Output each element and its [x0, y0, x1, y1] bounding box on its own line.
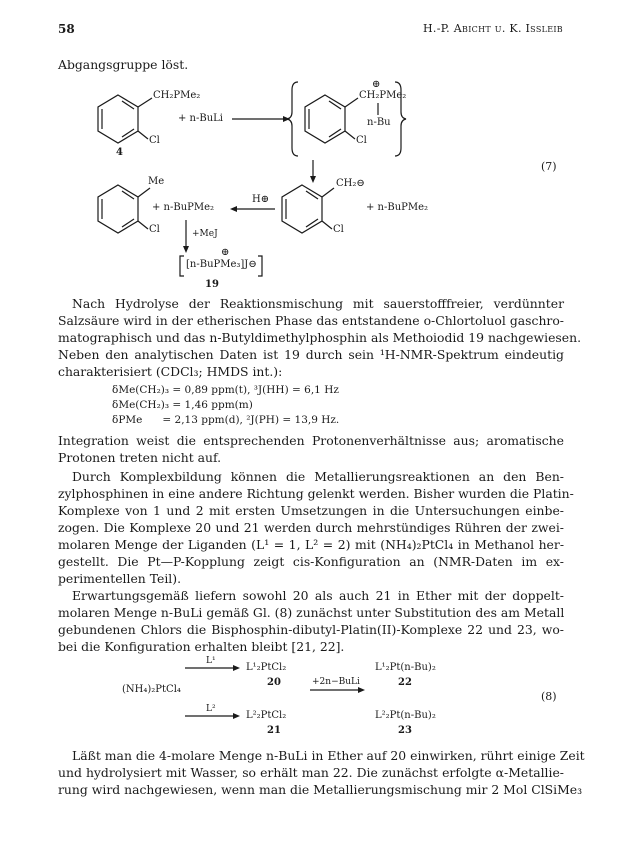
anion-substituent: CH₂⊖: [336, 178, 365, 189]
compound-label-19: 19: [205, 279, 219, 290]
product-substituent-nbu: n-Bu: [367, 117, 391, 128]
para4-line-4: bei die Konfiguration erhalten bleibt [21, 22].: [58, 639, 345, 654]
anion-substituent-cl: Cl: [333, 224, 344, 235]
scheme8-l2: L²: [206, 704, 216, 714]
r1-substituent-ch2pme2: CH₂PMe₂: [153, 90, 201, 101]
compound-label-21: 21: [267, 725, 281, 736]
equation-number-7: (7): [541, 160, 557, 173]
anion-reagent: + n-BuPMe₂: [366, 202, 429, 213]
nmr-line-1: δMe(CH₂)₃ = 0,89 ppm(t), ³J(HH) = 6,1 Hz: [112, 384, 339, 396]
complex-20: L¹₂PtCl₂: [246, 662, 287, 673]
complex-21: L²₂PtCl₂: [246, 710, 287, 721]
para1-line-4: Neben den analytischen Daten ist 19 durch sein ¹H-NMR-Spektrum eindeutig: [58, 347, 564, 362]
page-number: 58: [58, 22, 75, 36]
para4-line-1: Erwartungsgemäß liefern sowohl 20 als auch 21 in Ether mit der doppelt-: [72, 588, 564, 603]
salt-formula: [n-BuPMe₃]J⊖: [186, 259, 257, 270]
nmr-line-2: δMe(CH₂)₃ = 1,46 ppm(m): [112, 399, 253, 411]
product-substituent-cl: Cl: [356, 135, 367, 146]
complex-23: L²₂Pt(n-Bu)₂: [375, 710, 436, 721]
scheme8-start: (NH₄)₂PtCl₄: [122, 684, 181, 695]
para1-line-1: Nach Hydrolyse der Reaktionsmischung mit sauerstofffreier, verdünnter: [72, 296, 564, 311]
para1-line-5: charakterisiert (CDCl₃; HMDS int.):: [58, 364, 283, 379]
scheme8-reagent: +2n−BuLi: [312, 677, 360, 687]
acid-label: H⊕: [252, 194, 270, 205]
para4-line-2: molaren Menge n-BuLi gemäß Gl. (8) zunächst unter Substitution des am Metall: [58, 605, 565, 620]
benzene-ring-anion: [282, 185, 334, 233]
r2-substituent-me: Me: [148, 176, 165, 187]
para1-line-2: Salzsäure wird in der etherischen Phase das entstandene o-Chlortoluol gaschro-: [58, 313, 564, 328]
compound-label-23: 23: [398, 725, 412, 736]
complex-22: L¹₂Pt(n-Bu)₂: [375, 662, 436, 673]
intro-line: Abgangsgruppe löst.: [58, 57, 189, 72]
benzene-ring-4: [98, 95, 152, 143]
compound-label-20: 20: [267, 677, 281, 688]
salt-charge: ⊕: [221, 247, 230, 258]
r1-reagent: + n-BuLi: [178, 113, 224, 124]
benzene-ring-chlortoluol: [98, 185, 150, 233]
para3-line-6: gestellt. Die Pt—P-Kopplung zeigt cis-Konfiguration an (NMR-Daten im ex-: [58, 554, 564, 569]
mej-label: +MeJ: [192, 229, 218, 239]
para5-line-2: und hydrolysiert mit Wasser, so erhält man 22. Die zunächst erfolgte α-Metallie-: [58, 765, 564, 780]
r2-reagent: + n-BuPMe₂: [152, 202, 215, 213]
compound-label-4: 4: [116, 147, 123, 158]
para5-line-3: rung wird nachgewiesen, wenn man die Metallierungsmischung mir 2 Mol ClSiMe₃: [58, 782, 583, 797]
r1-substituent-cl: Cl: [149, 135, 160, 146]
running-title: H.-P. Abicht u. K. Issleib: [423, 22, 563, 35]
nmr-line-3: δPMe = 2,13 ppm(d), ²J(PH) = 13,9 Hz.: [112, 414, 340, 426]
para3-line-3: Komplexe von 1 und 2 mit ersten Umsetzungen in die Untersuchungen einbe-: [58, 503, 564, 518]
para3-line-2: zylphosphinen in eine andere Richtung gelenkt werden. Bisher wurden die Platin-: [58, 486, 574, 501]
para4-line-3: gebundenen Chlors die Bisphosphin-dibutyl-Platin(II)-Komplexe 22 und 23, wo-: [58, 622, 564, 637]
para1-line-3: matographisch und das n-Butyldimethylphosphin als Methoiodid 19 nachgewiesen.: [58, 330, 582, 345]
product-substituent-ch2pme2: CH₂PMe₂: [359, 90, 407, 101]
para3-line-1: Durch Komplexbildung können die Metallierungsreaktionen an den Ben-: [72, 469, 564, 484]
r2-substituent-cl: Cl: [149, 224, 160, 235]
para3-line-7: perimentellen Teil).: [58, 571, 182, 586]
para5-line-1: Läßt man die 4-molare Menge n-BuLi in Ether auf 20 einwirken, rührt einige Zeit: [72, 748, 585, 763]
para2-line-1: Integration weist die entsprechenden Protonenverhältnisse aus; aromatische: [58, 433, 564, 448]
product-charge: ⊕: [372, 79, 381, 90]
para3-line-4: zogen. Die Komplexe 20 und 21 werden durch mehrstündiges Rühren der zwei-: [58, 520, 564, 535]
para2-line-2: Protonen treten nicht auf.: [58, 450, 222, 465]
para3-line-5: molaren Menge der Liganden (L¹ = 1, L² = 2) mit (NH₄)₂PtCl₄ in Methanol her-: [58, 537, 564, 552]
equation-number-8: (8): [541, 690, 557, 703]
scheme8-l1: L¹: [206, 656, 216, 666]
compound-label-22: 22: [398, 677, 412, 688]
